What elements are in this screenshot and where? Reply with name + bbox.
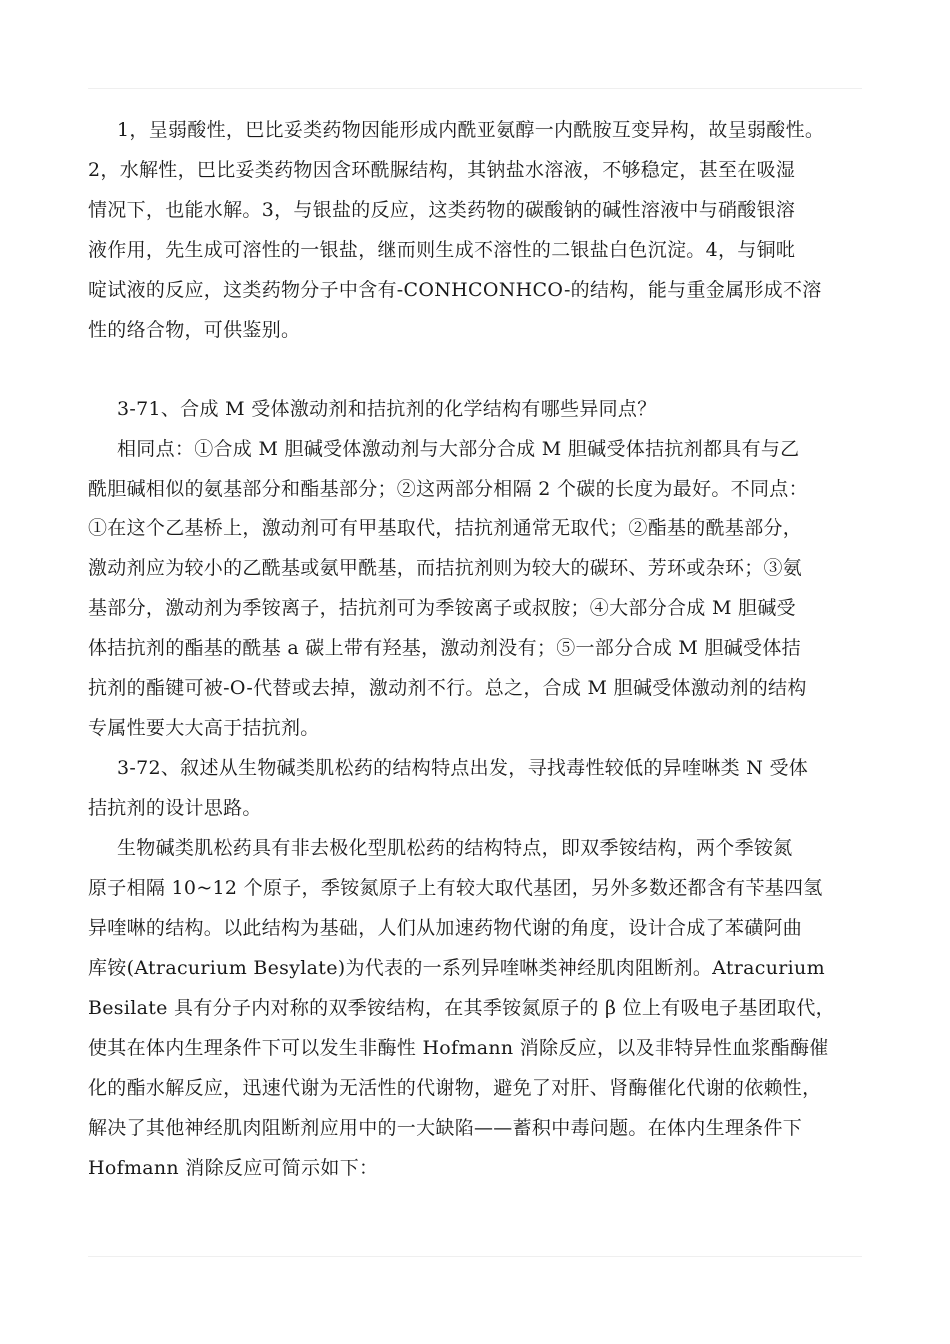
text-line: 化的酯水解反应，迅速代谢为无活性的代谢物，避免了对肝、肾酶催化代谢的依赖性，: [88, 1077, 822, 1099]
text-line: 生物碱类肌松药具有非去极化型肌松药的结构特点，即双季铵结构，两个季铵氮: [117, 837, 793, 859]
text-line: Hofmann 消除反应可简示如下：: [88, 1157, 379, 1179]
text-line: 激动剂应为较小的乙酰基或氨甲酰基，而拮抗剂则为较大的碳环、芳环或杂环；③氨: [88, 557, 803, 579]
question-heading: 3-72、叙述从生物碱类肌松药的结构特点出发，寻找毒性较低的异喹啉类 N 受体: [117, 757, 809, 779]
text-line: 液作用，先生成可溶性的一银盐，继而则生成不溶性的二银盐白色沉淀。4，与铜吡: [88, 239, 796, 261]
text-line: 体拮抗剂的酯基的酰基 a 碳上带有羟基，激动剂没有；⑤一部分合成 M 胆碱受体拮: [88, 637, 801, 659]
text-line: 使其在体内生理条件下可以发生非酶性 Hofmann 消除反应，以及非特异性血浆酯酶催: [88, 1037, 829, 1059]
text-line: 性的络合物，可供鉴别。: [88, 319, 301, 341]
text-line: 情况下，也能水解。3，与银盐的反应，这类药物的碳酸钠的碱性溶液中与硝酸银溶: [88, 199, 796, 221]
text-line: 1，呈弱酸性，巴比妥类药物因能形成内酰亚氨醇一内酰胺互变异构，故呈弱酸性。: [117, 119, 825, 141]
text-line: Besilate 具有分子内对称的双季铵结构，在其季铵氮原子的 β 位上有吸电子基团取代，: [88, 997, 835, 1019]
text-line: 抗剂的酯键可被-O-代替或去掉，激动剂不行。总之，合成 M 胆碱受体激动剂的结构: [88, 677, 807, 699]
question-heading: 3-71、合成 M 受体激动剂和拮抗剂的化学结构有哪些异同点？: [117, 398, 657, 420]
text-line: 基部分，激动剂为季铵离子，拮抗剂可为季铵离子或叔胺；④大部分合成 M 胆碱受: [88, 597, 796, 619]
header-divider: [88, 88, 862, 89]
text-line: 异喹啉的结构。以此结构为基础，人们从加速药物代谢的角度，设计合成了苯磺阿曲: [88, 917, 803, 939]
text-line: 2，水解性，巴比妥类药物因含环酰脲结构，其钠盐水溶液，不够稳定，甚至在吸湿: [88, 159, 796, 181]
text-line: 相同点：①合成 M 胆碱受体激动剂与大部分合成 M 胆碱受体拮抗剂都具有与乙: [117, 438, 800, 460]
text-line: ①在这个乙基桥上，激动剂可有甲基取代，拮抗剂通常无取代；②酯基的酰基部分，: [88, 517, 803, 539]
footer-divider: [88, 1256, 862, 1257]
text-line: 专属性要大大高于拮抗剂。: [88, 717, 320, 739]
text-line: 拮抗剂的设计思路。: [88, 797, 262, 819]
text-line: 啶试液的反应，这类药物分子中含有-CONHCONHCO-的结构，能与重金属形成不溶: [88, 279, 822, 301]
text-line: 酰胆碱相似的氨基部分和酯基部分；②这两部分相隔 2 个碳的长度为最好。不同点：: [88, 478, 808, 500]
text-line: 原子相隔 10~12 个原子，季铵氮原子上有较大取代基团，另外多数还都含有苄基四氢: [88, 877, 823, 899]
text-line: 库铵(Atracurium Besylate)为代表的一系列异喹啉类神经肌肉阻断剂。Atracurium: [88, 957, 825, 979]
text-line: 解决了其他神经肌肉阻断剂应用中的一大缺陷——蓄积中毒问题。在体内生理条件下: [88, 1117, 803, 1139]
